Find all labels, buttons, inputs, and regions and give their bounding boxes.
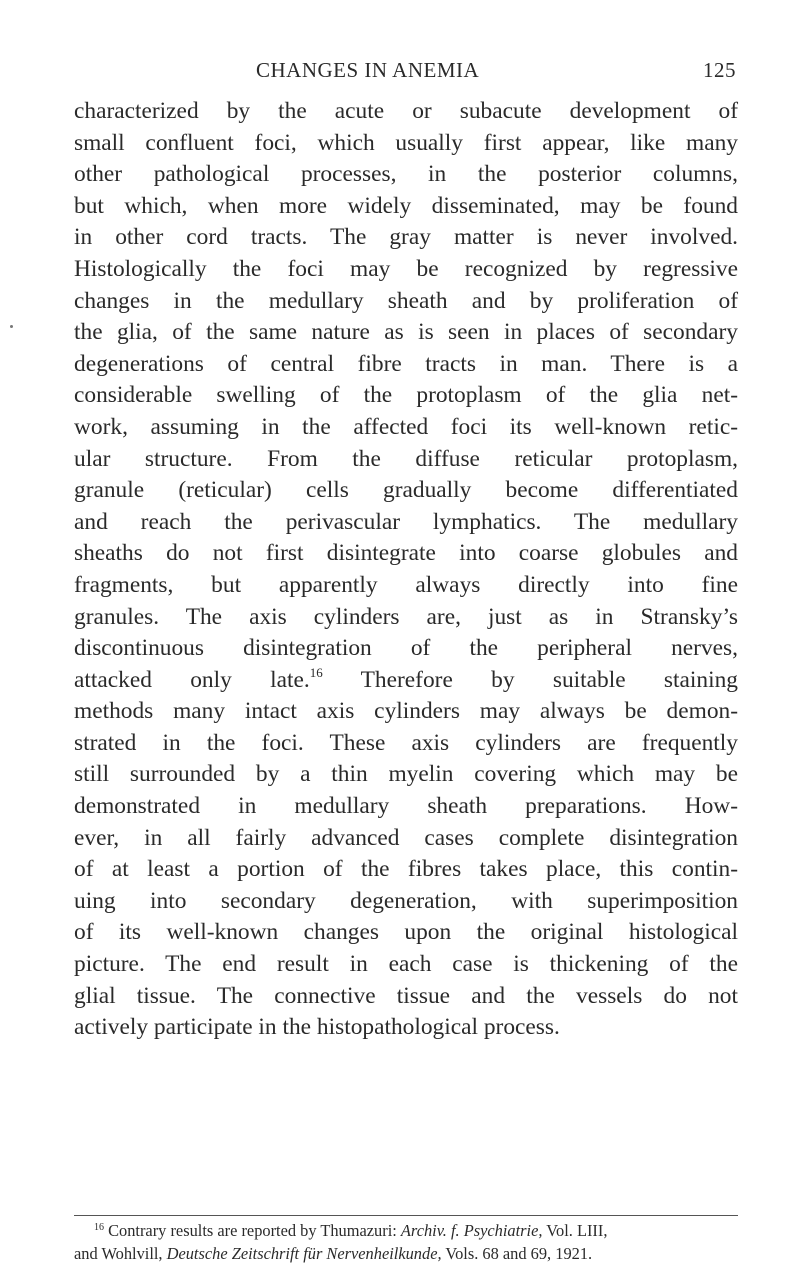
footnote-line bbox=[74, 1219, 738, 1242]
text-line: and reach the perivascular lymphatics. The medullary bbox=[74, 508, 738, 535]
running-title: CHANGES IN ANEMIA bbox=[256, 58, 480, 82]
text-line: demonstrated in medullary sheath preparations. How- bbox=[74, 793, 738, 820]
text-line: work, assuming in the affected foci its well-known retic- bbox=[74, 413, 738, 440]
text-line: strated in the foci. These axis cylinders are frequently bbox=[74, 729, 738, 756]
text-line: sheaths do not first disintegrate into coarse globules and bbox=[74, 540, 738, 567]
text-line: ever, in all fairly advanced cases complete disintegration bbox=[74, 824, 738, 851]
text-line: of at least a portion of the fibres takes place, this contin- bbox=[74, 856, 738, 883]
text-line: but which, when more widely disseminated, may be found bbox=[74, 192, 738, 219]
text-line: other pathological processes, in the posterior columns, bbox=[74, 161, 738, 188]
text-fragment: Therefore by suitable staining bbox=[322, 666, 738, 693]
text-line: uing into secondary degeneration, with superimposition bbox=[74, 887, 738, 914]
footnote-line bbox=[74, 1242, 738, 1265]
text-line: fragments, but apparently always directly into fine bbox=[74, 571, 738, 598]
footnote-text: Vols. 68 and 69, 1921. bbox=[441, 1244, 593, 1263]
journal-title: Archiv. f. Psychiatrie, bbox=[400, 1221, 543, 1240]
running-head bbox=[256, 58, 736, 88]
text-line: changes in the medullary sheath and by proliferation of bbox=[74, 287, 738, 314]
body-paragraph bbox=[74, 96, 738, 1044]
text-line: the glia, of the same nature as is seen in places of secondary bbox=[74, 319, 738, 346]
text-line: picture. The end result in each case is thickening of the bbox=[74, 951, 738, 978]
text-line: small confluent foci, which usually first appear, like many bbox=[74, 129, 738, 156]
text-line: ular structure. From the diffuse reticular protoplasm, bbox=[74, 445, 738, 472]
footnote-number: 16 bbox=[94, 1222, 104, 1233]
text-line: Histologically the foci may be recognized by regressive bbox=[74, 255, 738, 282]
footnote-reference[interactable]: 16 bbox=[309, 664, 323, 680]
journal-title: Deutsche Zeitschrift für Nervenheilkunde, bbox=[166, 1244, 442, 1263]
page-number: 125 bbox=[703, 58, 736, 82]
footnote-text: Contrary results are reported by Thumazuri: bbox=[104, 1221, 401, 1240]
text-line: characterized by the acute or subacute development of bbox=[74, 98, 738, 124]
text-line-with-footnote-ref bbox=[74, 665, 738, 697]
text-line-last: actively participate in the histopathological process. bbox=[74, 1014, 560, 1041]
footnote-text: and Wohlvill, bbox=[74, 1244, 167, 1263]
footnote-divider bbox=[74, 1215, 738, 1216]
text-line: methods many intact axis cylinders may always be demon- bbox=[74, 698, 738, 725]
text-fragment: attacked only late. bbox=[74, 666, 310, 693]
text-line: glial tissue. The connective tissue and the vessels do not bbox=[74, 982, 738, 1009]
text-line: considerable swelling of the protoplasm of the glia net- bbox=[74, 382, 738, 409]
footnote bbox=[74, 1219, 738, 1265]
text-line: of its well-known changes upon the original histological bbox=[74, 919, 738, 946]
text-line: discontinuous disintegration of the peripheral nerves, bbox=[74, 635, 738, 662]
footnote-text: Vol. LIII, bbox=[542, 1221, 608, 1240]
text-line: still surrounded by a thin myelin covering which may be bbox=[74, 761, 738, 788]
text-line: degenerations of central fibre tracts in man. There is a bbox=[74, 350, 738, 377]
text-line: in other cord tracts. The gray matter is never involved. bbox=[74, 224, 738, 251]
text-line: granules. The axis cylinders are, just as in Stransky’s bbox=[74, 603, 738, 630]
text-line: granule (reticular) cells gradually become differentiated bbox=[74, 477, 738, 504]
margin-speck bbox=[10, 325, 13, 328]
